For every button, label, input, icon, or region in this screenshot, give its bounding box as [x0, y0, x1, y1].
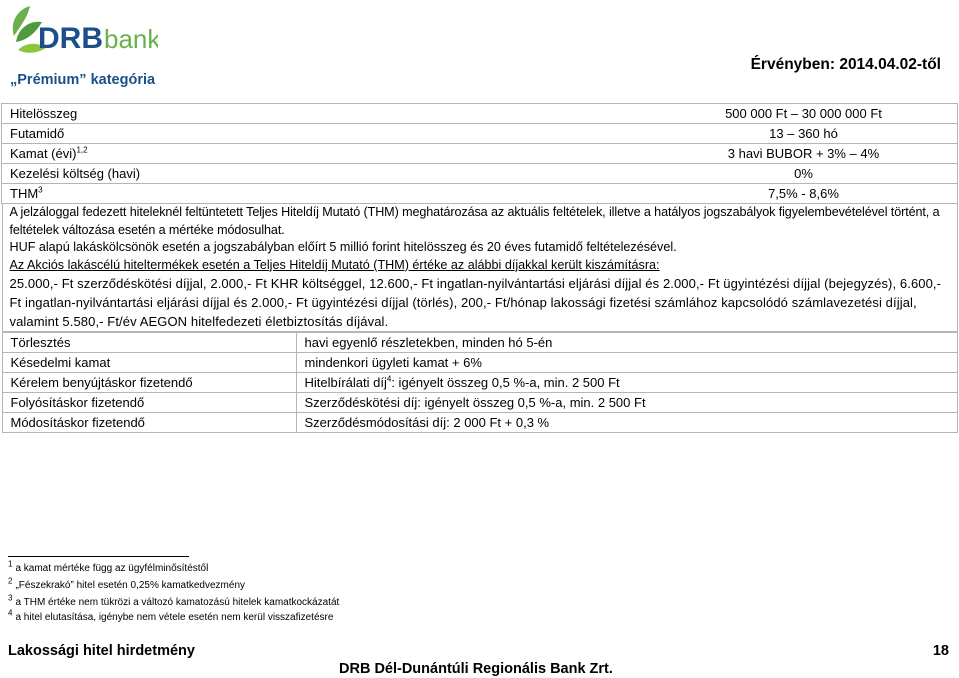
footnote-1: $^1$ a kamat mértéke függ az ügyfélminősítéstől: [8, 559, 209, 574]
fee-label: Törlesztés: [2, 333, 296, 353]
table-row: [2, 184, 958, 204]
footnote-3: $^3$ a THM értéke nem tükrözi a változó kamatozású hitelek kamatkockázatát: [8, 593, 340, 608]
table-row: [2, 373, 957, 393]
row-label: Kamat (évi)$^{1,2}$: [2, 144, 319, 164]
conditions-table: [1, 103, 958, 433]
footnote-4: $^4$ a hitel elutasítása, igénybe nem vétele esetén nem kerül visszafizetésre: [8, 608, 334, 623]
fee-label: Módosításkor fizetendő: [2, 413, 296, 433]
logo-bank: bank: [104, 24, 158, 54]
footnote-ref: 1,2: [76, 145, 88, 155]
table-row: [2, 124, 958, 144]
note-fee-list: 25.000,- Ft szerződéskötési díjjal, 2.000,- Ft KHR költséggel, 12.600,- Ft ingatlan-nyilvántartási eljárási díjjal és 2.000,- Ft ügyintézési díjjal (bejegyzés), 6.600,- Ft ingatlan-nyilvántartási eljárási díjjal és 2.000,- Ft ügyintézési díjjal (törlés), 200,- Ft/hónap lakossági fizetési számlához kapcsolódó számlavezetési díjjal, valamint 5.580,- Ft/év AEGON hitelfedezeti életbiztosítás díjával.: [9, 276, 942, 330]
row-label: Kezelési költség (havi): [2, 164, 319, 184]
fee-value: Hitelbírálati díj$^4$: igényelt összeg 0,5 %-a, min. 2 500 Ft: [296, 373, 957, 393]
table-row: [2, 164, 958, 184]
logo-drb: DRB: [38, 22, 103, 55]
fee-label: Folyósításkor fizetendő: [2, 393, 296, 413]
fee-label: Késedelmi kamat: [2, 353, 296, 373]
fee-value: mindenkori ügyleti kamat + 6%: [296, 353, 957, 373]
row-label: THM$^3$: [2, 184, 319, 204]
table-row: [2, 333, 957, 353]
thm-notes: [2, 204, 958, 332]
footer-doc-title: Lakossági hitel hirdetmény: [8, 643, 195, 659]
row-value: 500 000 Ft – 30 000 000 Ft: [318, 104, 958, 124]
table-row: [2, 393, 957, 413]
category-title: „Prémium” kategória: [10, 72, 156, 88]
footnote-2: $^2$ „Fészekrakó” hitel esetén 0,25% kamatkedvezmény: [8, 576, 246, 591]
table-row: [2, 144, 958, 164]
note-action-products: Az Akciós lakáscélú hiteltermékek esetén a Teljes Hiteldíj Mutató (THM) értéke az alábbi díjakkal került kiszámításra:: [9, 257, 660, 272]
table-row: [2, 413, 957, 433]
row-value: 7,5% - 8,6%: [318, 184, 958, 204]
row-value: 13 – 360 hó: [318, 124, 958, 144]
table-row: [2, 353, 957, 373]
valid-from: Érvényben: 2014.04.02-től: [750, 56, 941, 73]
note-thm-definition: A jelzáloggal fedezett hiteleknél feltüntetett Teljes Hiteldíj Mutató (THM) meghatározása az aktuális feltételek, illetve a hatályos jogszabályok figyelembevételével történt, a feltételek változása esetén a mértéke módosulhat.: [9, 205, 940, 237]
fee-value: Szerződéskötési díj: igényelt összeg 0,5 %-a, min. 2 500 Ft: [296, 393, 957, 413]
fee-label: Kérelem benyújtáskor fizetendő: [2, 373, 296, 393]
footnote-separator: [8, 556, 189, 557]
fee-value: Szerződésmódosítási díj: 2 000 Ft + 0,3 %: [296, 413, 957, 433]
row-label: Futamidő: [2, 124, 319, 144]
row-label: Hitelösszeg: [2, 104, 319, 124]
row-value: 3 havi BUBOR + 3% – 4%: [318, 144, 958, 164]
note-huf-assumption: HUF alapú lakáskölcsönök esetén a jogszabályban előírt 5 millió forint hitelösszeg és 20 éves futamidő feltételezésével.: [9, 240, 677, 255]
footnote-ref: 4: [386, 375, 392, 385]
footer-bank-name: DRB Dél-Dunántúli Regionális Bank Zrt.: [339, 661, 613, 677]
table-row: [2, 104, 958, 124]
footnote-ref: 3: [38, 185, 43, 195]
drb-bank-logo: [8, 2, 158, 64]
fees-table: [2, 332, 958, 433]
row-value: 0%: [318, 164, 958, 184]
fee-value: havi egyenlő részletekben, minden hó 5-én: [296, 333, 957, 353]
page-number: 18: [932, 643, 949, 659]
